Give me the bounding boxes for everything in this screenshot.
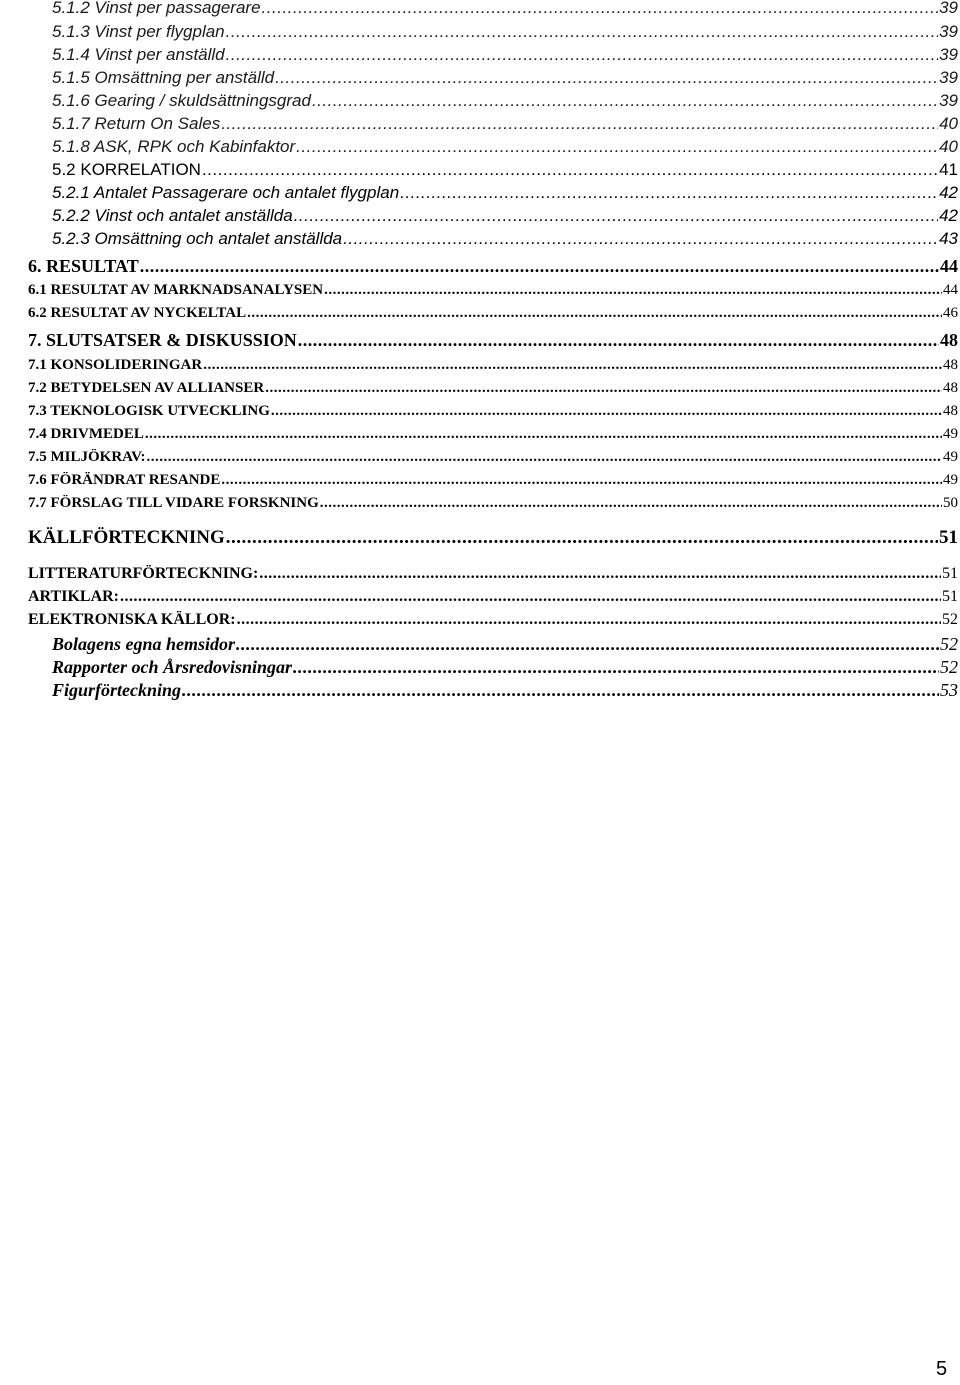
toc-entry[interactable] [28,282,958,299]
toc-entry-page: 52 [940,634,958,654]
toc-entry[interactable] [52,634,958,655]
toc-entry-page: 39 [939,91,958,110]
dot-leader [265,380,942,397]
dot-leader [147,449,942,466]
toc-entry[interactable] [28,380,958,397]
toc-entry[interactable] [28,449,958,466]
toc-entry[interactable] [52,657,958,678]
toc-entry-page: 44 [943,282,958,298]
toc-entry-label: 5.1.5 Omsättning per anställd [52,68,275,87]
toc-entry-page: 52 [940,657,958,677]
toc-entry[interactable] [28,357,958,374]
toc-entry[interactable] [52,22,958,42]
toc-entry-label: 5.2.1 Antalet Passagerare och antalet flygplan [52,183,400,202]
page-number: 5 [936,1358,948,1380]
dot-leader [271,403,942,420]
dot-leader [236,634,939,655]
toc-entry-page: 48 [943,380,958,396]
dot-leader [320,495,942,512]
dot-leader [226,527,938,549]
toc-entry[interactable] [52,229,958,249]
dot-leader [294,206,938,226]
toc-entry[interactable] [28,305,958,322]
toc-entry-label: 5.2.2 Vinst och antalet anställda [52,206,293,225]
toc-entry[interactable] [28,256,958,277]
toc-entry-page: 43 [939,229,958,248]
toc-entry-label: 6. RESULTAT [28,256,139,276]
dot-leader [182,680,939,701]
dot-leader [203,357,942,374]
dot-leader [120,588,941,606]
toc-entry-label: 5.1.7 Return On Sales [52,114,221,133]
toc-entry[interactable] [28,565,958,583]
dot-leader [202,160,938,180]
dot-leader [324,282,942,299]
toc-entry-page: 50 [943,495,958,511]
toc-entry-page: 39 [939,0,958,17]
toc-entry-label: 7.3 TEKNOLOGISK UTVECKLING [28,403,270,419]
dot-leader [343,229,938,249]
dot-leader [312,91,938,111]
toc-entry[interactable] [28,403,958,420]
dot-leader [145,426,942,443]
toc-entry[interactable] [28,527,958,549]
toc-entry-page: 40 [939,114,958,133]
dot-leader [226,22,938,42]
dot-leader [247,305,942,322]
toc-entry-page: 49 [943,472,958,488]
toc-entry-label: 7.4 DRIVMEDEL [28,426,144,442]
toc-entry-page: 42 [939,206,958,225]
toc-entry-label: 7.6 FÖRÄNDRAT RESANDE [28,472,221,488]
toc-entry-label: Figurförteckning [52,680,182,700]
toc-entry-page: 41 [939,160,958,179]
toc-entry-page: 48 [943,357,958,373]
toc-entry-page: 48 [943,403,958,419]
dot-leader [140,256,939,277]
toc-entry-label: KÄLLFÖRTECKNING [28,527,225,548]
toc-entry-label: 7. SLUTSATSER & DISKUSSION [28,330,297,350]
toc-entry[interactable] [28,588,958,606]
toc-entry[interactable] [28,426,958,443]
toc-entry[interactable] [52,91,958,111]
toc-entry-label: 5.1.6 Gearing / skuldsättningsgrad [52,91,311,110]
toc-entry-label: 7.5 MILJÖKRAV: [28,449,146,465]
toc-entry[interactable] [52,160,958,180]
toc-entry-label: 5.2 KORRELATION [52,160,201,179]
dot-leader [237,611,941,629]
toc-entry-page: 42 [939,183,958,202]
toc-entry-label: 5.2.3 Omsättning och antalet anställda [52,229,343,248]
toc-entry-label: 5.1.2 Vinst per passagerare [52,0,261,17]
toc-entry[interactable] [52,45,958,65]
toc-entry-page: 51 [939,527,958,548]
toc-entry[interactable] [52,68,958,88]
toc-entry-label: 5.1.4 Vinst per anställd [52,45,225,64]
toc-entry-page: 40 [939,137,958,156]
toc-entry[interactable] [52,0,958,18]
toc-entry-label: 6.2 RESULTAT AV NYCKELTAL [28,305,247,321]
dot-leader [221,472,942,489]
toc-entry-page: 51 [942,565,958,582]
toc-entry[interactable] [28,472,958,489]
toc-entry-page: 51 [942,588,958,605]
toc-entry-page: 39 [939,45,958,64]
toc-entry-label: ARTIKLAR: [28,588,119,605]
dot-leader [221,114,938,134]
toc-entry-page: 46 [943,305,958,321]
toc-entry-label: Bolagens egna hemsidor [52,634,236,654]
toc-entry[interactable] [52,114,958,134]
dot-leader [275,68,938,88]
toc-entry-page: 39 [939,22,958,41]
toc-entry-label: LITTERATURFÖRTECKNING: [28,565,259,582]
toc-entry[interactable] [52,183,958,203]
toc-entry-page: 39 [939,68,958,87]
dot-leader [296,137,938,157]
toc-entry[interactable] [52,137,958,157]
toc-entry-page: 44 [940,256,958,276]
toc-entry-label: Rapporter och Årsredovisningar [52,657,293,677]
toc-entry-label: 7.2 BETYDELSEN AV ALLIANSER [28,380,265,396]
toc-entry-label: ELEKTRONISKA KÄLLOR: [28,611,236,628]
toc-entry-page: 52 [942,611,958,628]
toc-entry-label: 5.1.8 ASK, RPK och Kabinfaktor [52,137,296,156]
toc-entry-label: 5.1.3 Vinst per flygplan [52,22,225,41]
dot-leader [293,657,939,678]
dot-leader [298,330,939,351]
toc-entry-label: 7.7 FÖRSLAG TILL VIDARE FORSKNING [28,495,319,511]
dot-leader [262,0,939,18]
toc-entry-page: 49 [943,426,958,442]
toc-entry[interactable] [28,611,958,629]
toc-entry-label: 6.1 RESULTAT AV MARKNADSANALYSEN [28,282,324,298]
toc-entry-label: 7.1 KONSOLIDERINGAR [28,357,203,373]
toc-entry-page: 48 [940,330,958,350]
toc-entry-page: 49 [943,449,958,465]
dot-leader [400,183,938,203]
toc-entry-page: 53 [940,680,958,700]
toc-entry[interactable] [52,680,958,701]
toc-entry[interactable] [28,330,958,351]
toc-entry[interactable] [28,495,958,512]
dot-leader [259,565,941,583]
toc-entry[interactable] [52,206,958,226]
dot-leader [226,45,938,65]
